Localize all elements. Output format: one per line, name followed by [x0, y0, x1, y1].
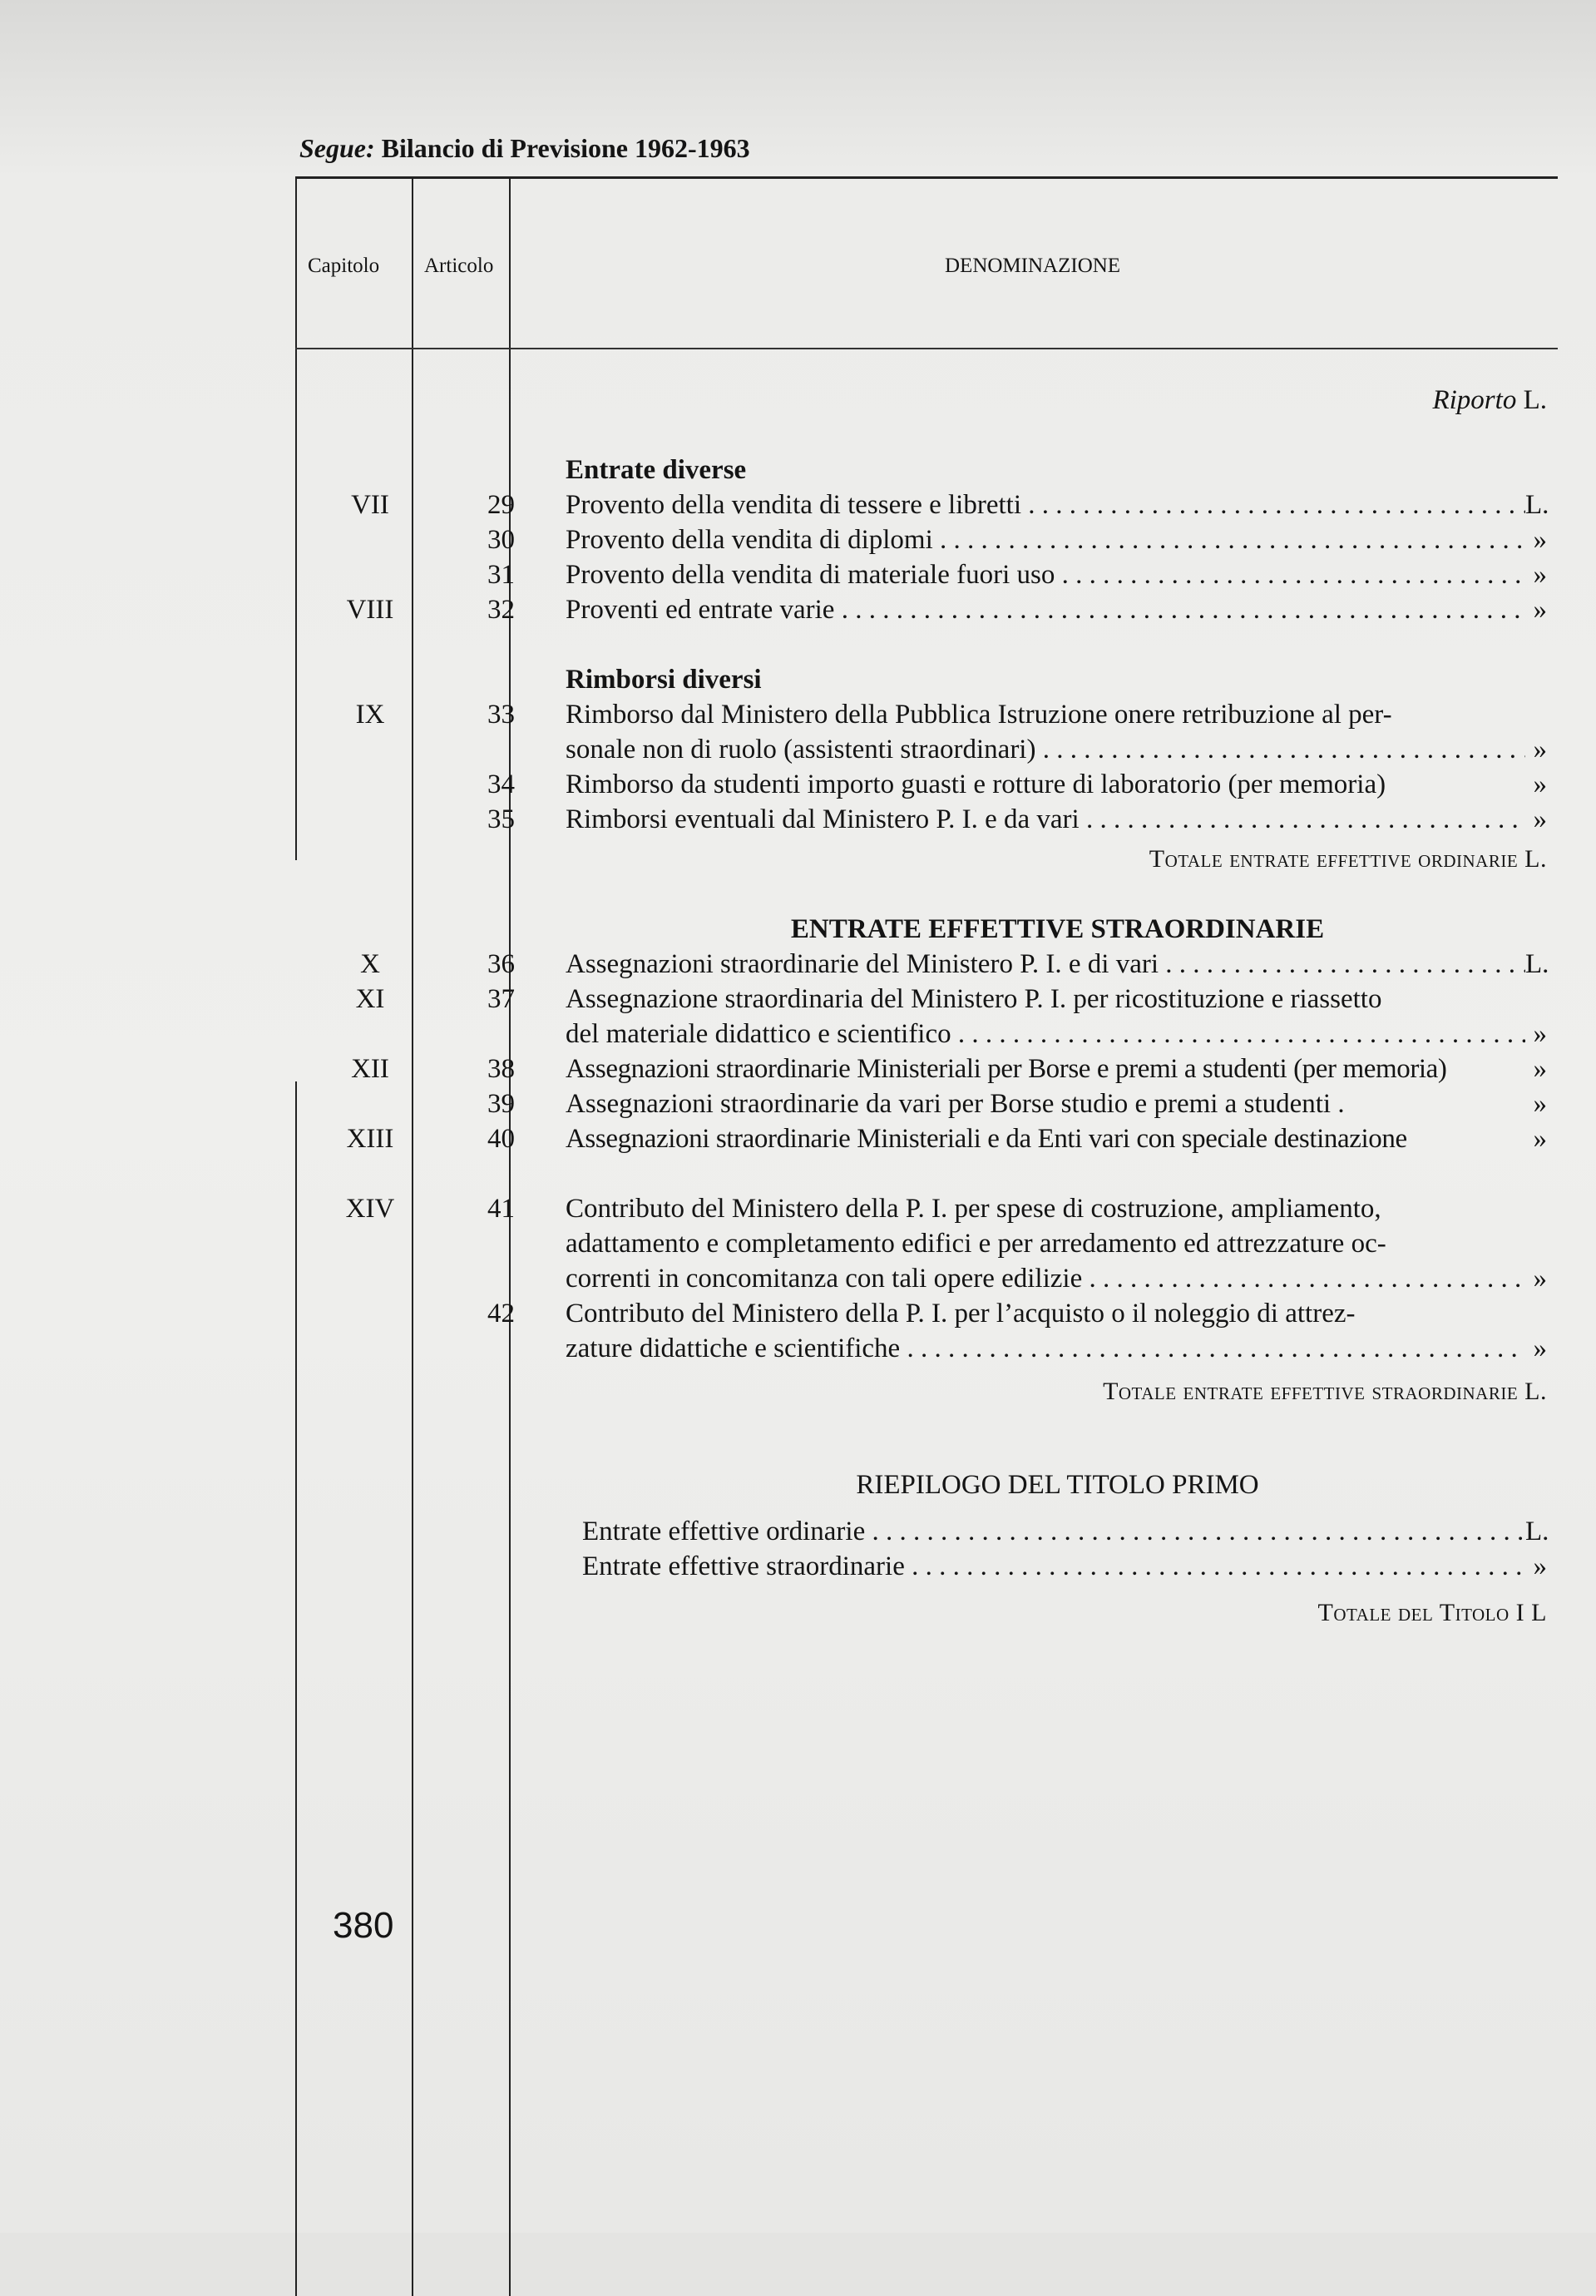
- articolo-cell: 34: [487, 769, 515, 799]
- totale-titolo-label: Totale del Titolo I L: [1317, 1599, 1547, 1626]
- table-row: [295, 1191, 1558, 1226]
- rimborsi-diversi-heading: Rimborsi diversi: [566, 665, 762, 695]
- summary-label: Entrate effettive straordinarie . . .: [582, 1549, 1525, 1584]
- table-row: [295, 697, 1558, 732]
- table-row: [295, 557, 1558, 592]
- table-row: [295, 767, 1558, 802]
- section-heading: [295, 662, 1558, 697]
- entrate-diverse-heading: Entrate diverse: [566, 455, 747, 485]
- table-row-continuation: [295, 732, 1558, 767]
- capitolo-cell: XI: [355, 984, 385, 1014]
- articolo-cell: 32: [487, 595, 515, 625]
- denominazione-cell: sonale non di ruolo (assistenti straordinari) . . .: [566, 732, 1525, 767]
- table-row: [295, 1296, 1558, 1331]
- capitolo-cell: XIII: [346, 1124, 394, 1154]
- amount-mark: L.: [1525, 1517, 1549, 1546]
- capitolo-cell: VIII: [346, 595, 394, 625]
- amount-mark: »: [1533, 1054, 1547, 1084]
- denominazione-cell: adattamento e completamento edifici e per arredamento ed attrezzature oc-: [566, 1229, 1386, 1259]
- amount-mark: »: [1533, 525, 1547, 555]
- articolo-cell: 39: [487, 1089, 515, 1119]
- top-rule: [295, 176, 1558, 179]
- denominazione-cell: Rimborso dal Ministero della Pubblica Istruzione onere retribuzione al per-: [566, 700, 1392, 730]
- amount-mark: »: [1533, 1334, 1547, 1363]
- page-title: [299, 133, 750, 164]
- amount-mark: »: [1533, 560, 1547, 590]
- denominazione-cell: Assegnazioni straordinarie da vari per Borse studio e premi a studenti .: [566, 1089, 1345, 1119]
- segue-label: Segue:: [299, 133, 375, 163]
- section-heading: [295, 1467, 1558, 1502]
- denominazione-cell: zature didattiche e scientifiche . . .: [566, 1331, 1525, 1366]
- totale-straordinarie-line: [295, 1374, 1547, 1409]
- document-body: [295, 383, 1558, 1630]
- amount-mark: »: [1533, 804, 1547, 834]
- amount-mark: »: [1533, 769, 1547, 799]
- riporto-unit: L.: [1523, 385, 1547, 415]
- table-row: [295, 1121, 1558, 1156]
- table-row: [295, 802, 1558, 837]
- amount-mark: L.: [1525, 949, 1549, 979]
- denominazione-cell: Provento della vendita di diplomi . . .: [566, 522, 1525, 557]
- articolo-cell: 41: [487, 1194, 515, 1224]
- straordinarie-heading: ENTRATE EFFETTIVE STRAORDINARIE: [790, 914, 1325, 944]
- capitolo-cell: XIV: [345, 1194, 395, 1224]
- capitolo-cell: XII: [351, 1054, 389, 1084]
- denominazione-cell: Proventi ed entrate varie . . .: [566, 592, 1525, 627]
- articolo-cell: 29: [487, 490, 515, 520]
- riepilogo-heading: RIEPILOGO DEL TITOLO PRIMO: [856, 1470, 1259, 1500]
- amount-mark: »: [1533, 1089, 1547, 1119]
- capitolo-cell: X: [360, 949, 380, 979]
- denominazione-cell: correnti in concomitanza con tali opere edilizie . . .: [566, 1261, 1525, 1296]
- denominazione-cell: Provento della vendita di tessere e libretti . . .: [566, 487, 1525, 522]
- section-heading: [295, 912, 1558, 947]
- denominazione-cell: Contributo del Ministero della P. I. per spese di costruzione, ampliamento,: [566, 1194, 1381, 1224]
- summary-row: [295, 1514, 1558, 1549]
- amount-mark: »: [1533, 1264, 1547, 1294]
- amount-mark: L.: [1525, 490, 1549, 520]
- header-rule: [295, 348, 1558, 349]
- table-row: [295, 522, 1558, 557]
- capitolo-cell: IX: [355, 700, 385, 730]
- articolo-cell: 37: [487, 984, 515, 1014]
- capitolo-cell: VII: [351, 490, 389, 520]
- articolo-cell: 36: [487, 949, 515, 979]
- denominazione-cell: Provento della vendita di materiale fuori uso . . .: [566, 557, 1525, 592]
- table-row-continuation: [295, 1331, 1558, 1366]
- articolo-cell: 33: [487, 700, 515, 730]
- amount-mark: »: [1533, 1124, 1547, 1154]
- table-row: [295, 982, 1558, 1017]
- table-row-continuation: [295, 1226, 1558, 1261]
- page-number: 380: [333, 1905, 394, 1946]
- articolo-cell: 35: [487, 804, 515, 834]
- summary-row: [295, 1549, 1558, 1584]
- budget-title: Bilancio di Previsione 1962-1963: [381, 133, 750, 163]
- amount-mark: »: [1533, 595, 1547, 625]
- riporto-line: [295, 383, 1547, 418]
- column-header-denominazione: DENOMINAZIONE: [945, 255, 1121, 277]
- totale-ordinarie-label: Totale entrate effettive ordinarie L.: [1149, 845, 1547, 873]
- denominazione-cell: Assegnazioni straordinarie del Ministero P. I. e di vari . . .: [566, 947, 1525, 982]
- amount-mark: »: [1533, 1551, 1547, 1581]
- denominazione-cell: Assegnazioni straordinarie Ministeriali per Borse e premi a studenti (per memoria): [566, 1054, 1447, 1084]
- table-row: [295, 947, 1558, 982]
- table-row-continuation: [295, 1017, 1558, 1052]
- section-heading: [295, 453, 1558, 487]
- table-row: [295, 592, 1558, 627]
- amount-mark: »: [1533, 1019, 1547, 1049]
- totale-titolo-line: [295, 1596, 1547, 1630]
- denominazione-cell: Assegnazione straordinaria del Ministero P. I. per ricostituzione e riassetto: [566, 984, 1382, 1014]
- table-row-continuation: [295, 1261, 1558, 1296]
- table-row: [295, 487, 1558, 522]
- totale-straordinarie-label: Totale entrate effettive straordinarie L.: [1103, 1378, 1547, 1405]
- table-row: [295, 1052, 1558, 1086]
- articolo-cell: 30: [487, 525, 515, 555]
- denominazione-cell: Assegnazioni straordinarie Ministeriali e da Enti vari con speciale destinazione: [566, 1124, 1407, 1154]
- articolo-cell: 31: [487, 560, 515, 590]
- articolo-cell: 40: [487, 1124, 515, 1154]
- denominazione-cell: Contributo del Ministero della P. I. per l’acquisto o il noleggio di attrez-: [566, 1299, 1356, 1329]
- denominazione-cell: Rimborsi eventuali dal Ministero P. I. e da vari . . .: [566, 802, 1525, 837]
- articolo-cell: 38: [487, 1054, 515, 1084]
- totale-ordinarie-line: [295, 842, 1547, 877]
- column-header-capitolo: Capitolo: [308, 255, 380, 277]
- table-row: [295, 1086, 1558, 1121]
- column-header-articolo: Articolo: [424, 255, 494, 277]
- summary-label: Entrate effettive ordinarie . . .: [582, 1514, 1525, 1549]
- articolo-cell: 42: [487, 1299, 515, 1329]
- denominazione-cell: del materiale didattico e scientifico . . .: [566, 1017, 1525, 1052]
- riporto-label: Riporto: [1432, 385, 1517, 415]
- denominazione-cell: Rimborso da studenti importo guasti e rotture di laboratorio (per memoria): [566, 769, 1386, 799]
- amount-mark: »: [1533, 735, 1547, 765]
